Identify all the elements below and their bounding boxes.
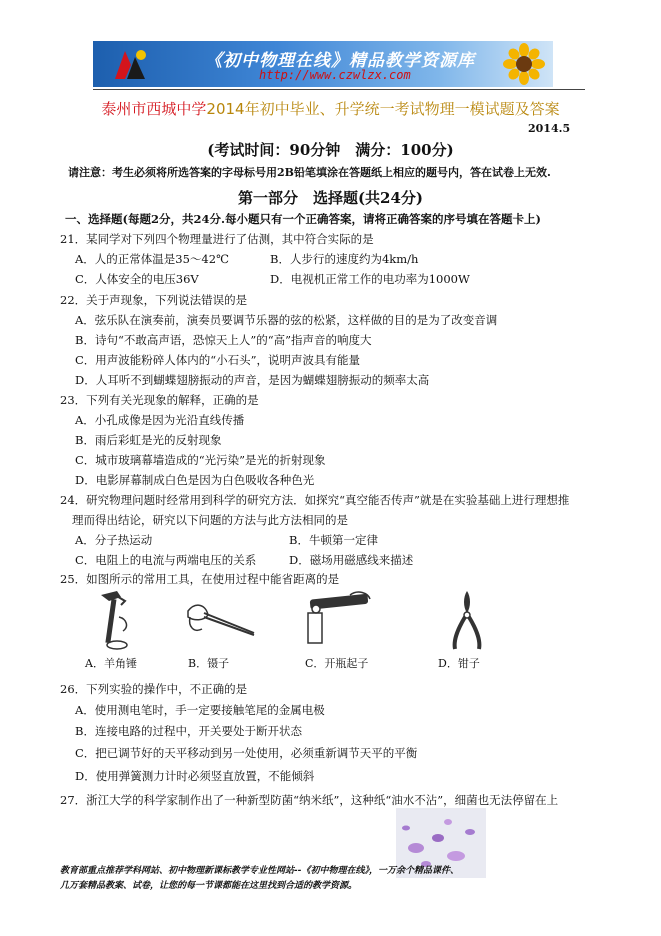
question-26-option-d: D．使用弹簧测力计时必须竖直放置，不能倾斜 <box>75 769 315 783</box>
question-25-option-d: D．钳子 <box>438 657 480 670</box>
question-24-stem-line1: 24．研究物理问题时经常用到科学的研究方法．如探究“真空能否传声”就是在实验基础上进行理想推 <box>60 493 570 507</box>
pliers-icon <box>445 587 489 653</box>
question-25-option-a: A．羊角锤 <box>85 657 137 670</box>
question-23-option-a: A．小孔成像是因为光沿直线传播 <box>75 413 245 427</box>
question-22-stem: 22．关于声现象，下列说法错误的是 <box>60 293 248 307</box>
question-24-stem-line2: 理而得出结论，研究以下问题的方法与此方法相同的是 <box>72 513 348 527</box>
question-23-option-b: B．雨后彩虹是光的反射现象 <box>75 433 222 447</box>
claw-hammer-icon <box>95 587 135 653</box>
question-22-option-c: C．用声波能粉碎人体内的“小石头”，说明声波具有能量 <box>75 353 361 367</box>
question-24-option-b: B．牛顿第一定律 <box>289 533 378 547</box>
section-instruction: 一、选择题(每题2分，共24分.每小题只有一个正确答案，请将正确答案的序号填在答题卡上) <box>65 212 541 226</box>
question-22-option-d: D．人耳听不到蝴蝶翅膀振动的声音，是因为蝴蝶翅膀振动的频率太高 <box>75 373 430 387</box>
school-name: 泰州市西城中学 <box>101 100 207 118</box>
question-25-stem: 25．如图所示的常用工具，在使用过程中能省距离的是 <box>60 572 340 586</box>
exam-title: 2014年初中毕业、升学统一考试物理一模试题及答案 <box>206 100 560 118</box>
site-logo-icon <box>111 47 151 83</box>
header-banner <box>93 41 553 87</box>
question-21-option-a: A．人的正常体温是35～42℃ <box>75 252 229 266</box>
question-26-option-b: B．连接电路的过程中，开关要处于断开状态 <box>75 724 302 738</box>
question-22-option-b: B．诗句“不敢高声语，恐惊天上人”的“高”指声音的响度大 <box>75 333 372 347</box>
section-title: 第一部分 选择题(共24分) <box>237 189 424 207</box>
exam-notice: 请注意：考生必须将所选答案的字母标号用2B铅笔填涂在答题纸上相应的题号内，答在试卷上无效. <box>68 166 551 179</box>
exam-time-score: (考试时间：90分钟 满分：100分) <box>207 141 454 159</box>
tweezers-icon <box>180 587 258 653</box>
banner-url[interactable]: http://www.czwlzx.com <box>259 68 411 82</box>
question-23-stem: 23．下列有关光现象的解释，正确的是 <box>60 393 259 407</box>
question-24-option-a: A．分子热运动 <box>75 533 153 547</box>
question-23-option-c: C．城市玻璃幕墙造成的“光污染”是光的折射现象 <box>75 453 326 467</box>
footer-line-1: 教育部重点推荐学科网站、初中物理新课标教学专业性网站--《初中物理在线》，一万余个精品课件、 <box>60 866 459 876</box>
question-22-option-a: A．弦乐队在演奏前，演奏员要调节乐器的弦的松紧，这样做的目的是为了改变音调 <box>75 313 498 327</box>
page-title <box>0 98 661 119</box>
question-21-option-d: D．电视机正常工作的电功率为1000W <box>270 272 470 286</box>
exam-date: 2014.5 <box>528 122 571 135</box>
question-27-stem: 27．浙江大学的科学家制作出了一种新型防菌“纳米纸”，这种纸“油水不沾”，细菌也无法停留在上 <box>60 793 559 807</box>
question-25-option-c: C．开瓶起子 <box>305 657 369 670</box>
question-21-option-b: B．人步行的速度约为4km/h <box>270 252 419 266</box>
banner-title: 《初中物理在线》精品教学资源库 <box>205 51 475 71</box>
question-21-stem: 21．某同学对下列四个物理量进行了估测，其中符合实际的是 <box>60 232 374 246</box>
question-25-option-b: B．镊子 <box>188 657 230 670</box>
question-24-option-c: C．电阻上的电流与两端电压的关系 <box>75 553 257 567</box>
question-26-option-c: C．把已调节好的天平移动到另一处使用，必须重新调节天平的平衡 <box>75 746 418 760</box>
question-21-option-c: C．人体安全的电压36V <box>75 272 199 286</box>
question-26-stem: 26．下列实验的操作中，不正确的是 <box>60 682 248 696</box>
question-23-option-d: D．电影屏幕制成白色是因为白色吸收各种色光 <box>75 473 315 487</box>
footer-line-2: 几万套精品教案、试卷，让您的每一节课都能在这里找到合适的教学资源。 <box>60 881 358 891</box>
sunflower-icon <box>501 43 547 85</box>
question-26-option-a: A．使用测电笔时，手一定要接触笔尾的金属电极 <box>75 703 325 717</box>
header-divider <box>93 89 585 90</box>
page-footer <box>60 864 459 894</box>
bottle-opener-icon <box>306 587 374 653</box>
question-24-option-d: D．磁场用磁感线来描述 <box>289 553 414 567</box>
